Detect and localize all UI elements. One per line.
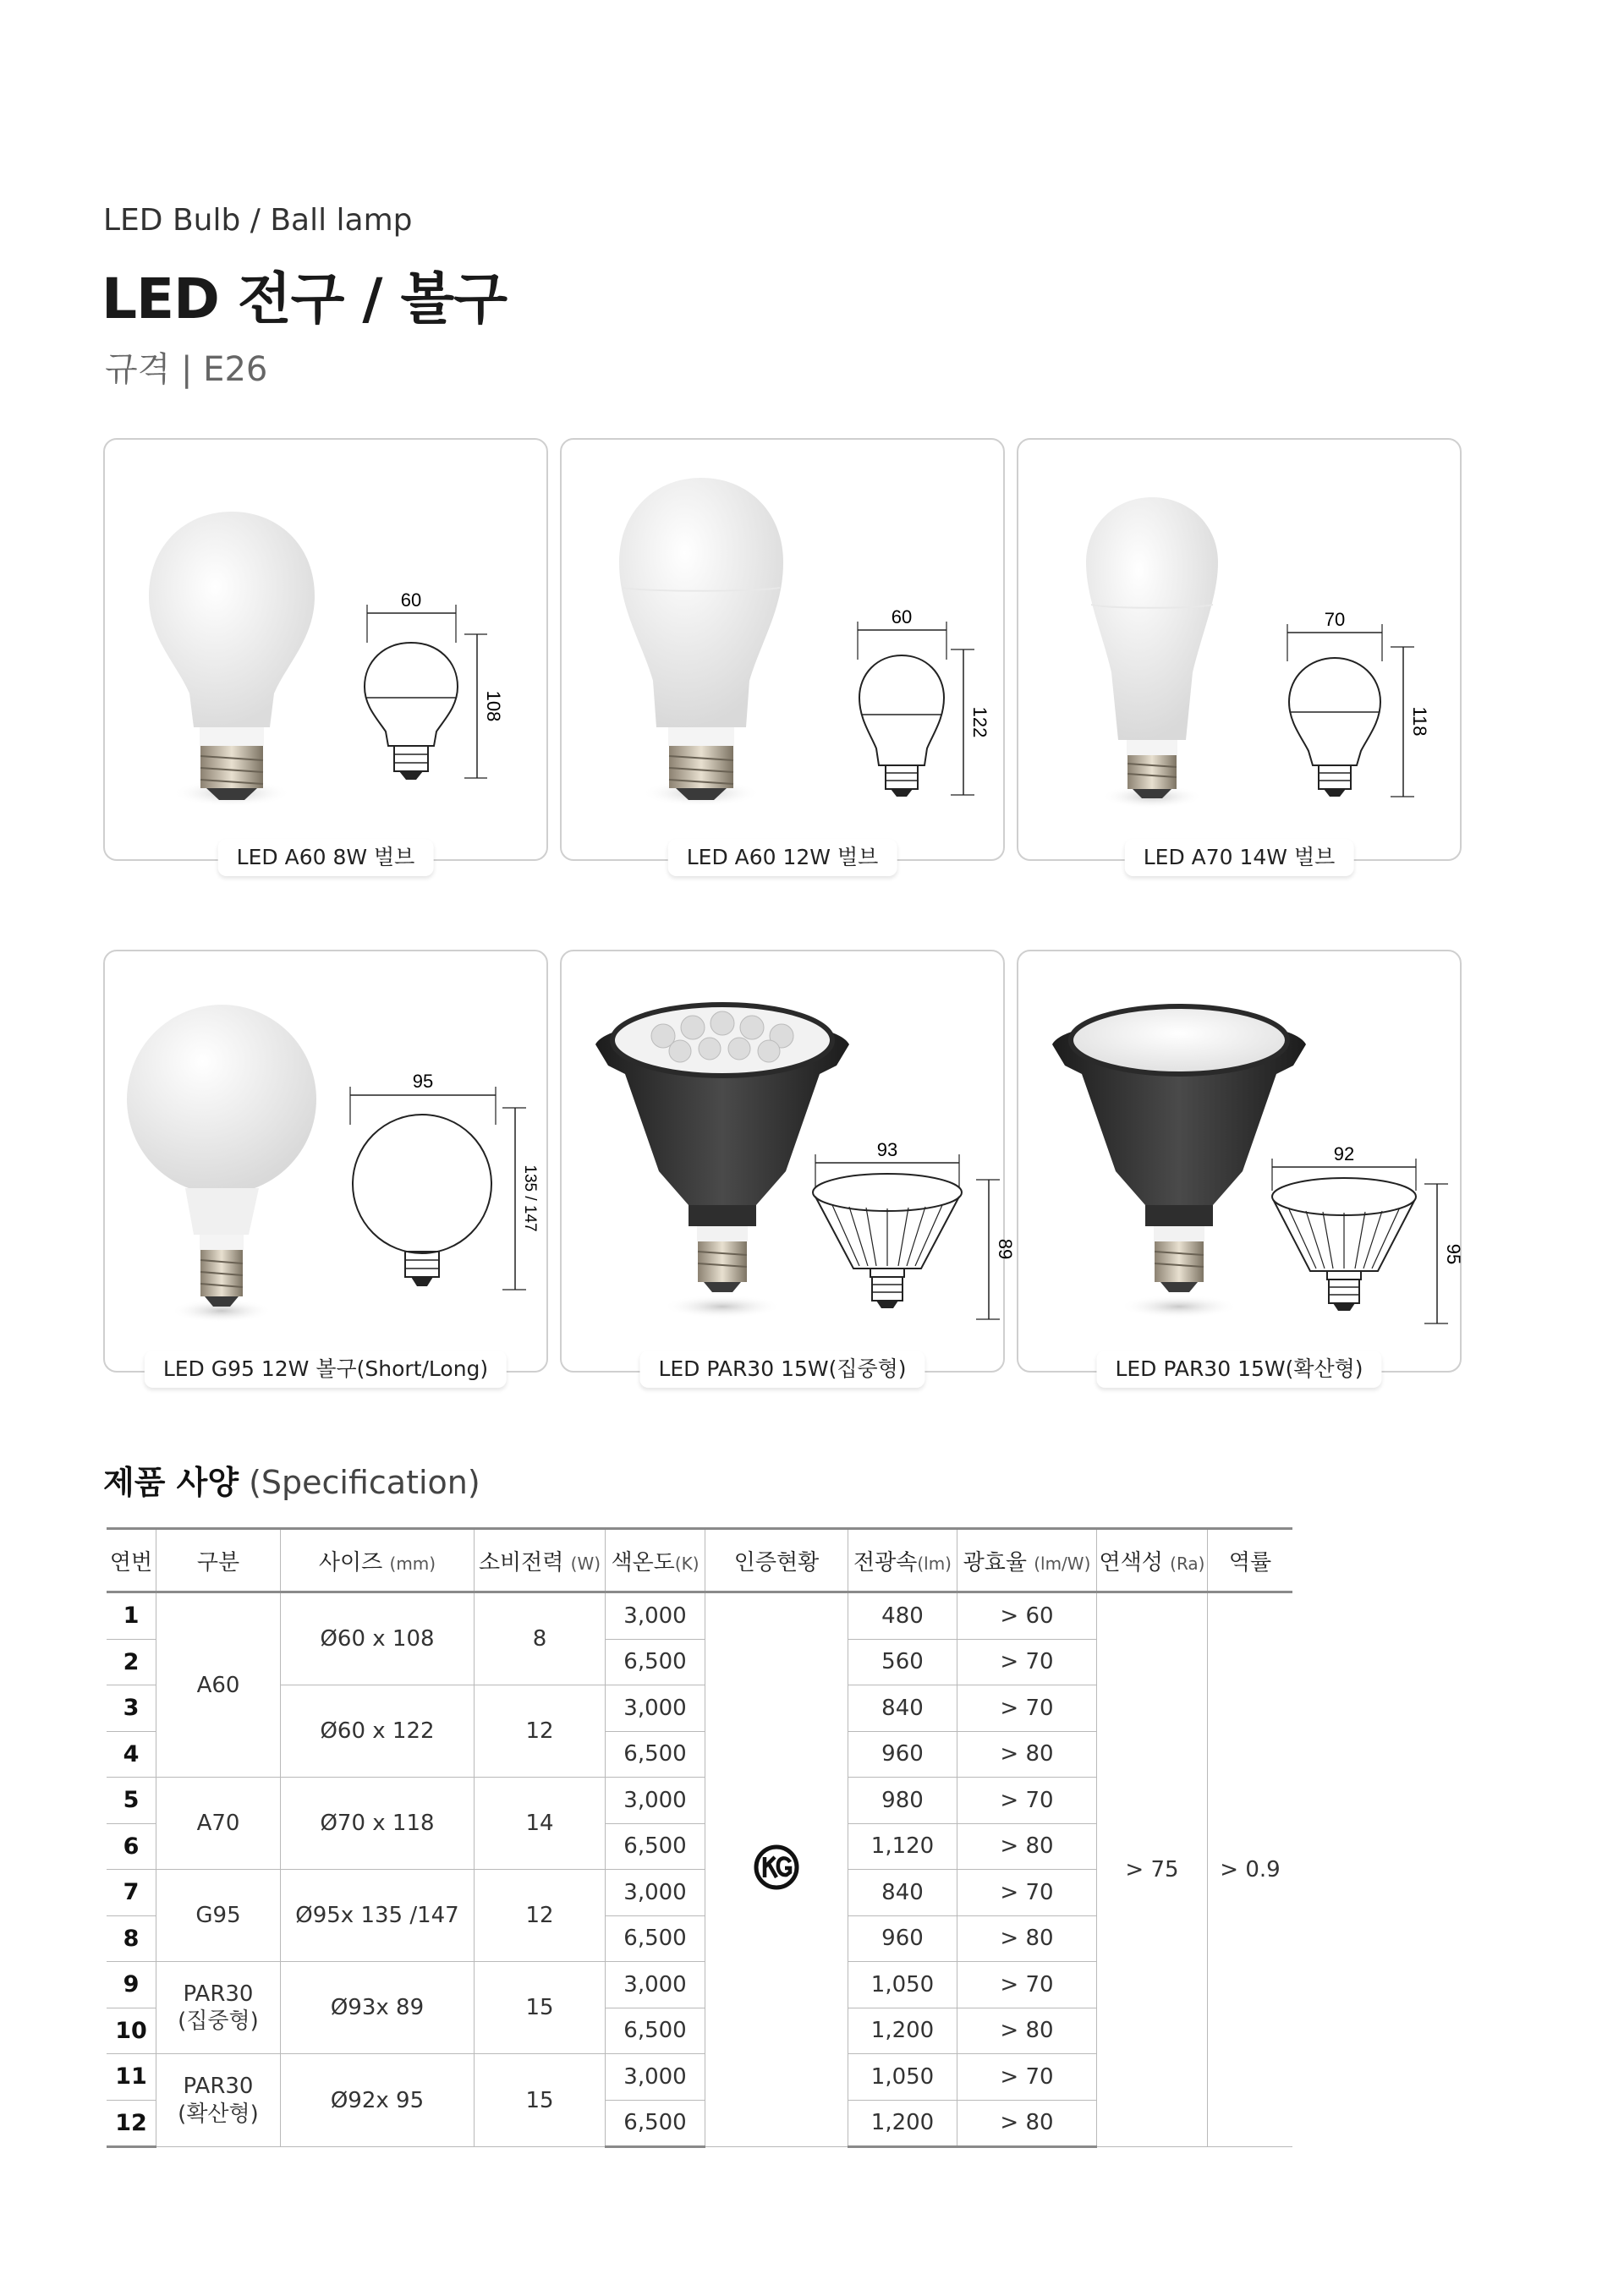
col-pf: 역률	[1208, 1529, 1293, 1592]
eff-cell: > 80	[957, 2008, 1097, 2054]
row-no: 8	[107, 1915, 156, 1962]
flux-cell: 840	[848, 1870, 957, 1916]
flux-cell: 960	[848, 1915, 957, 1962]
row-no: 10	[107, 2008, 156, 2054]
cct-cell: 6,500	[606, 2100, 705, 2147]
flux-cell: 480	[848, 1592, 957, 1640]
par-lamp-illustration	[562, 951, 1016, 1374]
power-cell: 14	[475, 1778, 606, 1870]
flux-cell: 1,200	[848, 2100, 957, 2147]
power-cell: 12	[475, 1870, 606, 1962]
flux-cell: 1,120	[848, 1823, 957, 1870]
bulb-illustration	[105, 440, 550, 863]
eff-cell: > 80	[957, 1731, 1097, 1778]
product-caption: LED A70 14W 벌브	[1125, 839, 1354, 876]
col-cert: 인증현황	[705, 1529, 848, 1592]
row-no: 1	[107, 1592, 156, 1640]
flux-cell: 1,200	[848, 2008, 957, 2054]
row-no: 7	[107, 1870, 156, 1916]
cct-cell: 6,500	[606, 1823, 705, 1870]
size-cell: Ø92x 95	[281, 2054, 475, 2147]
eff-cell: > 70	[957, 1962, 1097, 2008]
product-card-a60-8w	[103, 438, 548, 869]
size-cell: Ø60 x 122	[281, 1685, 475, 1778]
flux-cell: 980	[848, 1778, 957, 1824]
cct-cell: 6,500	[606, 2008, 705, 2054]
type-cell: A70	[156, 1778, 281, 1870]
col-cct: 색온도(K)	[606, 1529, 705, 1592]
product-card-a70-14w	[1017, 438, 1462, 869]
flux-cell: 840	[848, 1685, 957, 1732]
row-no: 4	[107, 1731, 156, 1778]
type-cell: A60	[156, 1592, 281, 1778]
eff-cell: > 70	[957, 1639, 1097, 1685]
spec-heading-en: (Specification)	[249, 1464, 480, 1501]
product-caption: LED PAR30 15W(확산형)	[1096, 1351, 1381, 1388]
row-no: 5	[107, 1778, 156, 1824]
flux-cell: 1,050	[848, 1962, 957, 2008]
dim-height: 122	[969, 706, 990, 738]
eff-cell: > 60	[957, 1592, 1097, 1640]
row-no: 2	[107, 1639, 156, 1685]
cct-cell: 3,000	[606, 1685, 705, 1732]
dim-height: 135 / 147	[521, 1164, 539, 1232]
product-card-a60-12w	[560, 438, 1005, 869]
spec-table	[107, 1527, 1292, 2148]
cct-cell: 3,000	[606, 1592, 705, 1640]
row-no: 3	[107, 1685, 156, 1732]
eff-cell: > 80	[957, 2100, 1097, 2147]
flux-cell: 960	[848, 1731, 957, 1778]
power-cell: 12	[475, 1685, 606, 1778]
dim-width: 70	[1324, 609, 1346, 630]
dim-width: 95	[412, 1071, 434, 1092]
table-row	[107, 1592, 1292, 1640]
product-card-par30-spot	[560, 950, 1016, 1381]
row-no: 12	[107, 2100, 156, 2147]
cert-cell	[705, 1592, 848, 2147]
eff-cell: > 80	[957, 1823, 1097, 1870]
kc-mark-icon	[753, 1844, 800, 1891]
product-caption: LED A60 8W 벌브	[218, 839, 434, 876]
dim-height: 95	[1443, 1243, 1464, 1265]
cct-cell: 3,000	[606, 1870, 705, 1916]
row-no: 6	[107, 1823, 156, 1870]
product-caption: LED A60 12W 벌브	[668, 839, 897, 876]
product-card-g95-12w	[103, 950, 548, 1381]
spec-heading	[103, 1456, 480, 1503]
cct-cell: 3,000	[606, 1962, 705, 2008]
dim-height: 118	[1409, 706, 1430, 737]
size-cell: Ø95x 135 /147	[281, 1870, 475, 1962]
col-type: 구분	[156, 1529, 281, 1592]
bulb-illustration	[562, 440, 1007, 863]
pf-cell: > 0.9	[1208, 1592, 1293, 2147]
dim-height: 108	[483, 690, 504, 722]
spec-heading-ko: 제품 사양	[103, 1464, 239, 1501]
page-title: LED 전구 / 볼구	[102, 266, 507, 332]
page-subtitle: LED Bulb / Ball lamp	[103, 203, 413, 238]
type-cell: G95	[156, 1870, 281, 1962]
par-lamp-illustration	[1018, 951, 1463, 1374]
bulb-illustration	[1018, 440, 1463, 863]
col-no: 연번	[107, 1529, 156, 1592]
dim-width: 60	[400, 589, 422, 611]
eff-cell: > 70	[957, 1870, 1097, 1916]
power-cell: 15	[475, 2054, 606, 2147]
dim-width: 93	[876, 1139, 898, 1160]
size-cell: Ø70 x 118	[281, 1778, 475, 1870]
flux-cell: 560	[848, 1639, 957, 1685]
power-cell: 8	[475, 1592, 606, 1685]
spec-header-row	[107, 1529, 1292, 1592]
col-eff: 광효율 (lm/W)	[957, 1529, 1097, 1592]
power-cell: 15	[475, 1962, 606, 2054]
bulb-illustration	[105, 951, 550, 1374]
row-no: 9	[107, 1962, 156, 2008]
dim-width: 92	[1333, 1143, 1355, 1164]
flux-cell: 1,050	[848, 2054, 957, 2101]
product-card-par30-flood	[1017, 950, 1464, 1381]
product-caption: LED PAR30 15W(집중형)	[639, 1351, 924, 1388]
col-size: 사이즈 (mm)	[281, 1529, 475, 1592]
col-flux: 전광속(lm)	[848, 1529, 957, 1592]
cct-cell: 6,500	[606, 1915, 705, 1962]
type-cell: PAR30 (확산형)	[156, 2054, 281, 2147]
type-cell: PAR30 (집중형)	[156, 1962, 281, 2054]
col-power: 소비전력 (W)	[475, 1529, 606, 1592]
cct-cell: 3,000	[606, 2054, 705, 2101]
standard-label: 규격 | E26	[105, 350, 268, 389]
cri-cell: > 75	[1097, 1592, 1208, 2147]
cct-cell: 6,500	[606, 1731, 705, 1778]
col-cri: 연색성 (Ra)	[1097, 1529, 1208, 1592]
eff-cell: > 70	[957, 2054, 1097, 2101]
cct-cell: 6,500	[606, 1639, 705, 1685]
dim-height: 89	[995, 1238, 1016, 1260]
size-cell: Ø93x 89	[281, 1962, 475, 2054]
row-no: 11	[107, 2054, 156, 2101]
product-caption: LED G95 12W 볼구(Short/Long)	[145, 1351, 507, 1388]
cct-cell: 3,000	[606, 1778, 705, 1824]
eff-cell: > 70	[957, 1778, 1097, 1824]
size-cell: Ø60 x 108	[281, 1592, 475, 1685]
dim-width: 60	[891, 606, 913, 627]
eff-cell: > 70	[957, 1685, 1097, 1732]
eff-cell: > 80	[957, 1915, 1097, 1962]
